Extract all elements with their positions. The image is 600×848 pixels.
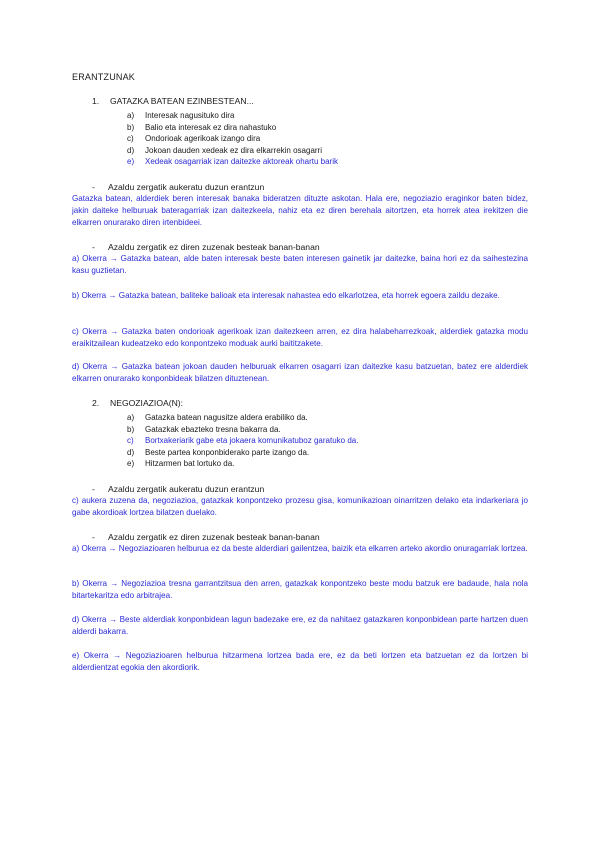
wrong-label: - Azaldu zergatik ez diren zuzenak besteak banan-banan (92, 532, 320, 542)
option-e-correct: e) Xedeak osagarriak izan daitezke aktoreak ohartu barik (127, 157, 338, 167)
wrong-explanation-a: a) Okerra → Negoziazioaren helburua ez da beste alderdiari gailentzea, baizik eta elkarren arteko akordio onuragarriak lortzea. (72, 544, 528, 553)
why-explanation: c) aukera zuzena da, negoziazioa, gatazkak konpontzeko prozesu gisa, komunikazioan oinarritzen delako eta indarkeriara jo gabe akordioak lortzea bilatzen duelako. (72, 496, 528, 518)
why-label: - Azaldu zergatik aukeratu duzun erantzun (92, 484, 265, 494)
wrong-explanation-d: d) Okerra → Gatazka batean jokoan dauden helburuak elkarren osagarri izan daitezke kasu batzuetan, batez ere alderdiek elkarren onurarako konponbideak bilatzen dituztenean. (72, 362, 528, 384)
option-d: d) Jokoan dauden xedeak ez dira elkarrekin osagarri (127, 145, 322, 155)
wrong-explanation-b: b) Okerra → Negoziazioa tresna garrantzitsua den arren, gatazkak konpontzeko beste modu batzuk ere badaude, hala nola bitartekaritza edo arbitrajea. (72, 579, 528, 601)
options-list (127, 110, 528, 168)
question-number: 1. (92, 96, 100, 106)
question-heading: GATAZKA BATEAN EZINBESTEAN... (110, 96, 254, 106)
option-a: a) Interesak nagusituko dira (127, 111, 235, 120)
question-heading: NEGOZIAZIOA(N): (110, 398, 184, 408)
why-label: - Azaldu zergatik aukeratu duzun erantzun (92, 182, 265, 192)
question-1 (72, 96, 528, 168)
option-b: b) Balio eta interesak ez dira nahastuko (127, 122, 277, 132)
option-c-correct: c) Bortxakeriarik gabe eta jokaera komunikatuboz garatuko da. (127, 436, 359, 446)
wrong-label: - Azaldu zergatik ez diren zuzenak besteak banan-banan (92, 242, 320, 252)
wrong-explanation-d: d) Okerra → Beste alderdiak konponbidean lagun badezake ere, ez da nahitaez gatazkaren konponbidean parte hartzen duen alderdi bakarra. (72, 615, 528, 637)
option-a: a) Gatazka batean nagusitze aldera erabiliko da. (127, 413, 308, 422)
options-list (127, 412, 528, 470)
wrong-explanation-e: e) Okerra → Negoziazioaren helburua hitzarmena lortzea bada ere, ez da beti lortzen eta batzuetan ez da lortzen bi alderdientzat egokia den akordiorik. (72, 651, 528, 673)
wrong-explanation-b: b) Okerra → Gatazka batean, baliteke balioak eta interesak nahastea edo elkarlotzea, eta horrek egoera zaildu dezake. (72, 291, 500, 300)
question-2 (72, 398, 528, 470)
question-number: 2. (92, 398, 100, 408)
wrong-explanation-a: a) Okerra → Gatazka batean, alde baten interesak beste baten interesen gainetik jar daitezke, baina hori ez da saihestezina kasu guztietan. (72, 254, 528, 276)
why-explanation: Gatazka batean, alderdiek beren interesak banaka bideratzen dituzte askotan. Hala ere, negoziazio eraginkor baten bidez, jakin daiteke helburuak bateragarriak izan daitezkeela, nahiz eta ez diren berehala aitortzen, eta horrek atea irekitzen die elkarren onurarako diren irtenbideei. (72, 194, 528, 228)
wrong-explanation-c: c) Okerra → Gatazka baten ondorioak agerikoak izan daitezkeen arren, ez dira halabeharrezkoak, alderdiek gatazka modu eraikitzailean kudeatzeko edo konpontzeko moduak aurki baititzakete. (72, 327, 528, 349)
option-c: c) Ondorioak agerikoak izango dira (127, 134, 261, 144)
option-d: d) Beste partea konponbiderako parte izango da. (127, 447, 310, 457)
option-b: b) Gatazkak ebazteko tresna bakarra da. (127, 424, 281, 434)
option-e: e) Hitzarmen bat lortuko da. (127, 459, 235, 469)
page-title: ERANTZUNAK (72, 72, 136, 82)
